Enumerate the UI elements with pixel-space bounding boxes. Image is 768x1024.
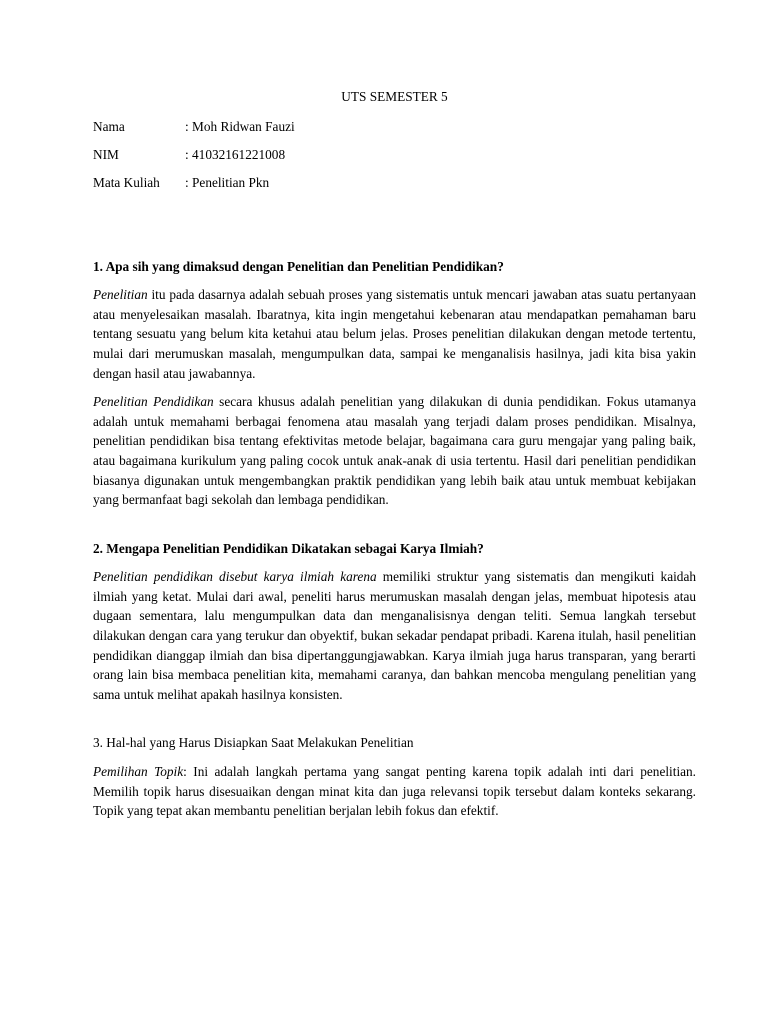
document-body — [93, 87, 696, 821]
q3-paragraph-1 — [93, 762, 696, 821]
info-row-nama — [93, 117, 696, 137]
info-value-nama: : Moh Ridwan Fauzi — [185, 118, 295, 134]
info-row-mata-kuliah — [93, 173, 696, 193]
q1-p2-text: secara khusus adalah penelitian yang dilakukan di dunia pendidikan. Fokus utamanya adalah untuk memahami berbagai fenomena atau masalah yang terjadi dalam proses pendidikan. Misalnya, penelitian pendidikan bisa tentang efektivitas metode belajar, bagaimana cara guru mengajar yang paling baik, atau bagaimana kurikulum yang paling cocok untuk anak-anak di usia tertentu. Hasil dari penelitian pendidikan biasanya digunakan untuk mengembangkan praktik pendidikan yang lebih baik atau untuk membuat kebijakan yang bermanfaat bagi sekolah dan lembaga pendidikan. — [93, 394, 696, 508]
q3-p1-term: Pemilihan Topik — [93, 764, 184, 780]
info-row-nim — [93, 145, 696, 165]
q1-paragraph-1 — [93, 285, 696, 383]
info-label-mata-kuliah: Mata Kuliah — [93, 174, 160, 190]
info-label-nim: NIM — [93, 146, 119, 162]
q1-p1-term: Penelitian — [93, 287, 148, 303]
q2-p1-text: memiliki struktur yang sistematis dan mengikuti kaidah ilmiah yang ketat. Mulai dari awal, peneliti harus merumuskan masalah dengan jelas, membuat hipotesis atau dugaan sementara, lalu mengumpulkan data dan menganalisisnya dengan teliti. Semua langkah tersebut dilakukan dengan cara yang terukur dan obyektif, bukan sekadar pendapat pribadi. Karena itulah, hasil penelitian pendidikan dianggap ilmiah dan bisa dipertanggungjawabkan. Karya ilmiah juga harus transparan, yang berarti orang lain bisa membaca penelitian kita, memahami caranya, dan bahkan mencoba mengulang penelitian yang sama untuk melihat apakah hasilnya konsisten. — [93, 569, 696, 702]
question-1-heading: 1. Apa sih yang dimaksud dengan Penelitian dan Penelitian Pendidikan? — [93, 258, 504, 274]
info-label-nama: Nama — [93, 118, 125, 134]
q1-p1-text: itu pada dasarnya adalah sebuah proses yang sistematis untuk mencari jawaban atas suatu pertanyaan atau menyelesaikan masalah. Ibaratnya, kita ingin mengetahui kebenaran atau mendapatkan pemahaman baru tentang sesuatu yang belum kita ketahui atau belum jelas. Proses penelitian dilakukan dengan metode tertentu, mulai dari merumuskan masalah, mengumpulkan data, sampai ke menganalisis hasilnya, jadi kita bisa yakin dengan hasil atau jawabannya. — [93, 287, 696, 381]
info-value-mata-kuliah: : Penelitian Pkn — [185, 174, 270, 190]
q2-p1-term: Penelitian pendidikan disebut karya ilmiah karena — [93, 569, 377, 585]
q2-paragraph-1 — [93, 567, 696, 704]
info-value-nim: : 41032161221008 — [185, 146, 286, 162]
q1-paragraph-2 — [93, 392, 696, 510]
question-3-heading: 3. Hal-hal yang Harus Disiapkan Saat Melakukan Penelitian — [93, 735, 414, 751]
q3-p1-text: : Ini adalah langkah pertama yang sangat penting karena topik adalah inti dari penelitian. Memilih topik harus disesuaikan dengan minat kita dan juga relevansi topik tersebut dalam konteks sekarang. Topik yang tepat akan membantu penelitian berjalan lebih fokus dan efektif. — [93, 764, 697, 819]
question-2-heading: 2. Mengapa Penelitian Pendidikan Dikatakan sebagai Karya Ilmiah? — [93, 540, 484, 556]
document-title: UTS SEMESTER 5 — [341, 89, 448, 104]
q1-p2-term: Penelitian Pendidikan — [93, 394, 214, 410]
